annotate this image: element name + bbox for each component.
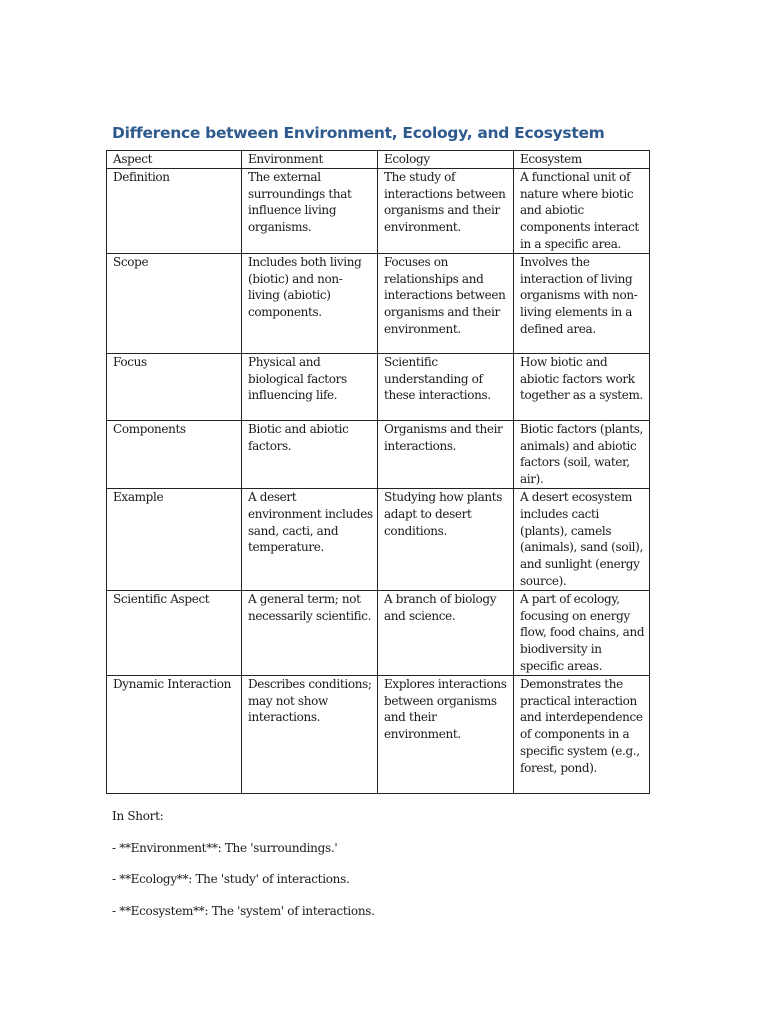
table-header-cell-ecosystem: Ecosystem: [514, 151, 650, 169]
table-header-row: [107, 151, 650, 169]
table-cell-ecosystem: Demonstrates the practical interaction and interdependence of components in a specific system (e.g., forest, pond).: [514, 675, 650, 793]
table-cell-aspect: Scope: [107, 253, 242, 353]
table-cell-environment: Describes conditions; may not show interactions.: [242, 675, 378, 793]
table-cell-environment: Biotic and abiotic factors.: [242, 420, 378, 488]
table-cell-environment: A general term; not necessarily scientific.: [242, 590, 378, 675]
table-cell-ecosystem: A part of ecology, focusing on energy flow, food chains, and biodiversity in specific areas.: [514, 590, 650, 675]
table-cell-ecology: Studying how plants adapt to desert conditions.: [378, 488, 514, 590]
table-header-cell-aspect: Aspect: [107, 151, 242, 169]
table-row: [107, 420, 650, 488]
comparison-table: [106, 150, 650, 794]
summary-line-ecology: - **Ecology**: The 'study' of interactions.: [112, 872, 350, 886]
table-cell-ecosystem: A desert ecosystem includes cacti (plants), camels (animals), sand (soil), and sunlight (energy source).: [514, 488, 650, 590]
table-cell-ecosystem: Involves the interaction of living organisms with non-living elements in a defined area.: [514, 253, 650, 353]
table-cell-ecology: Explores interactions between organisms and their environment.: [378, 675, 514, 793]
table-cell-aspect: Focus: [107, 353, 242, 420]
table-cell-ecosystem: A functional unit of nature where biotic and abiotic components interact in a specific area.: [514, 168, 650, 253]
table-cell-environment: Physical and biological factors influencing life.: [242, 353, 378, 420]
table-row: [107, 488, 650, 590]
table-row: [107, 675, 650, 793]
summary-section: [112, 808, 375, 934]
table-cell-aspect: Dynamic Interaction: [107, 675, 242, 793]
table-cell-ecosystem: Biotic factors (plants, animals) and abiotic factors (soil, water, air).: [514, 420, 650, 488]
table-cell-aspect: Definition: [107, 168, 242, 253]
table-cell-ecology: Organisms and their interactions.: [378, 420, 514, 488]
table-cell-aspect: Scientific Aspect: [107, 590, 242, 675]
summary-line-environment: - **Environment**: The 'surroundings.': [112, 840, 338, 855]
document-title: Difference between Environment, Ecology, and Ecosystem: [112, 124, 605, 142]
table-cell-ecology: The study of interactions between organisms and their environment.: [378, 168, 514, 253]
table-cell-environment: A desert environment includes sand, cacti, and temperature.: [242, 488, 378, 590]
table-row: [107, 253, 650, 353]
table-row: [107, 168, 650, 253]
summary-line-ecosystem: - **Ecosystem**: The 'system' of interactions.: [112, 903, 375, 918]
table-cell-aspect: Example: [107, 488, 242, 590]
table-cell-ecosystem: How biotic and abiotic factors work together as a system.: [514, 353, 650, 420]
comparison-table-body: [107, 151, 650, 794]
table-cell-aspect: Components: [107, 420, 242, 488]
table-header-cell-environment: Environment: [242, 151, 378, 169]
table-cell-ecology: Focuses on relationships and interactions between organisms and their environment.: [378, 253, 514, 353]
table-header-cell-ecology: Ecology: [378, 151, 514, 169]
summary-heading: In Short:: [112, 809, 164, 823]
table-cell-ecology: A branch of biology and science.: [378, 590, 514, 675]
table-cell-environment: The external surroundings that influence living organisms.: [242, 168, 378, 253]
table-row: [107, 590, 650, 675]
table-cell-ecology: Scientific understanding of these interactions.: [378, 353, 514, 420]
table-row: [107, 353, 650, 420]
table-cell-environment: Includes both living (biotic) and non-living (abiotic) components.: [242, 253, 378, 353]
